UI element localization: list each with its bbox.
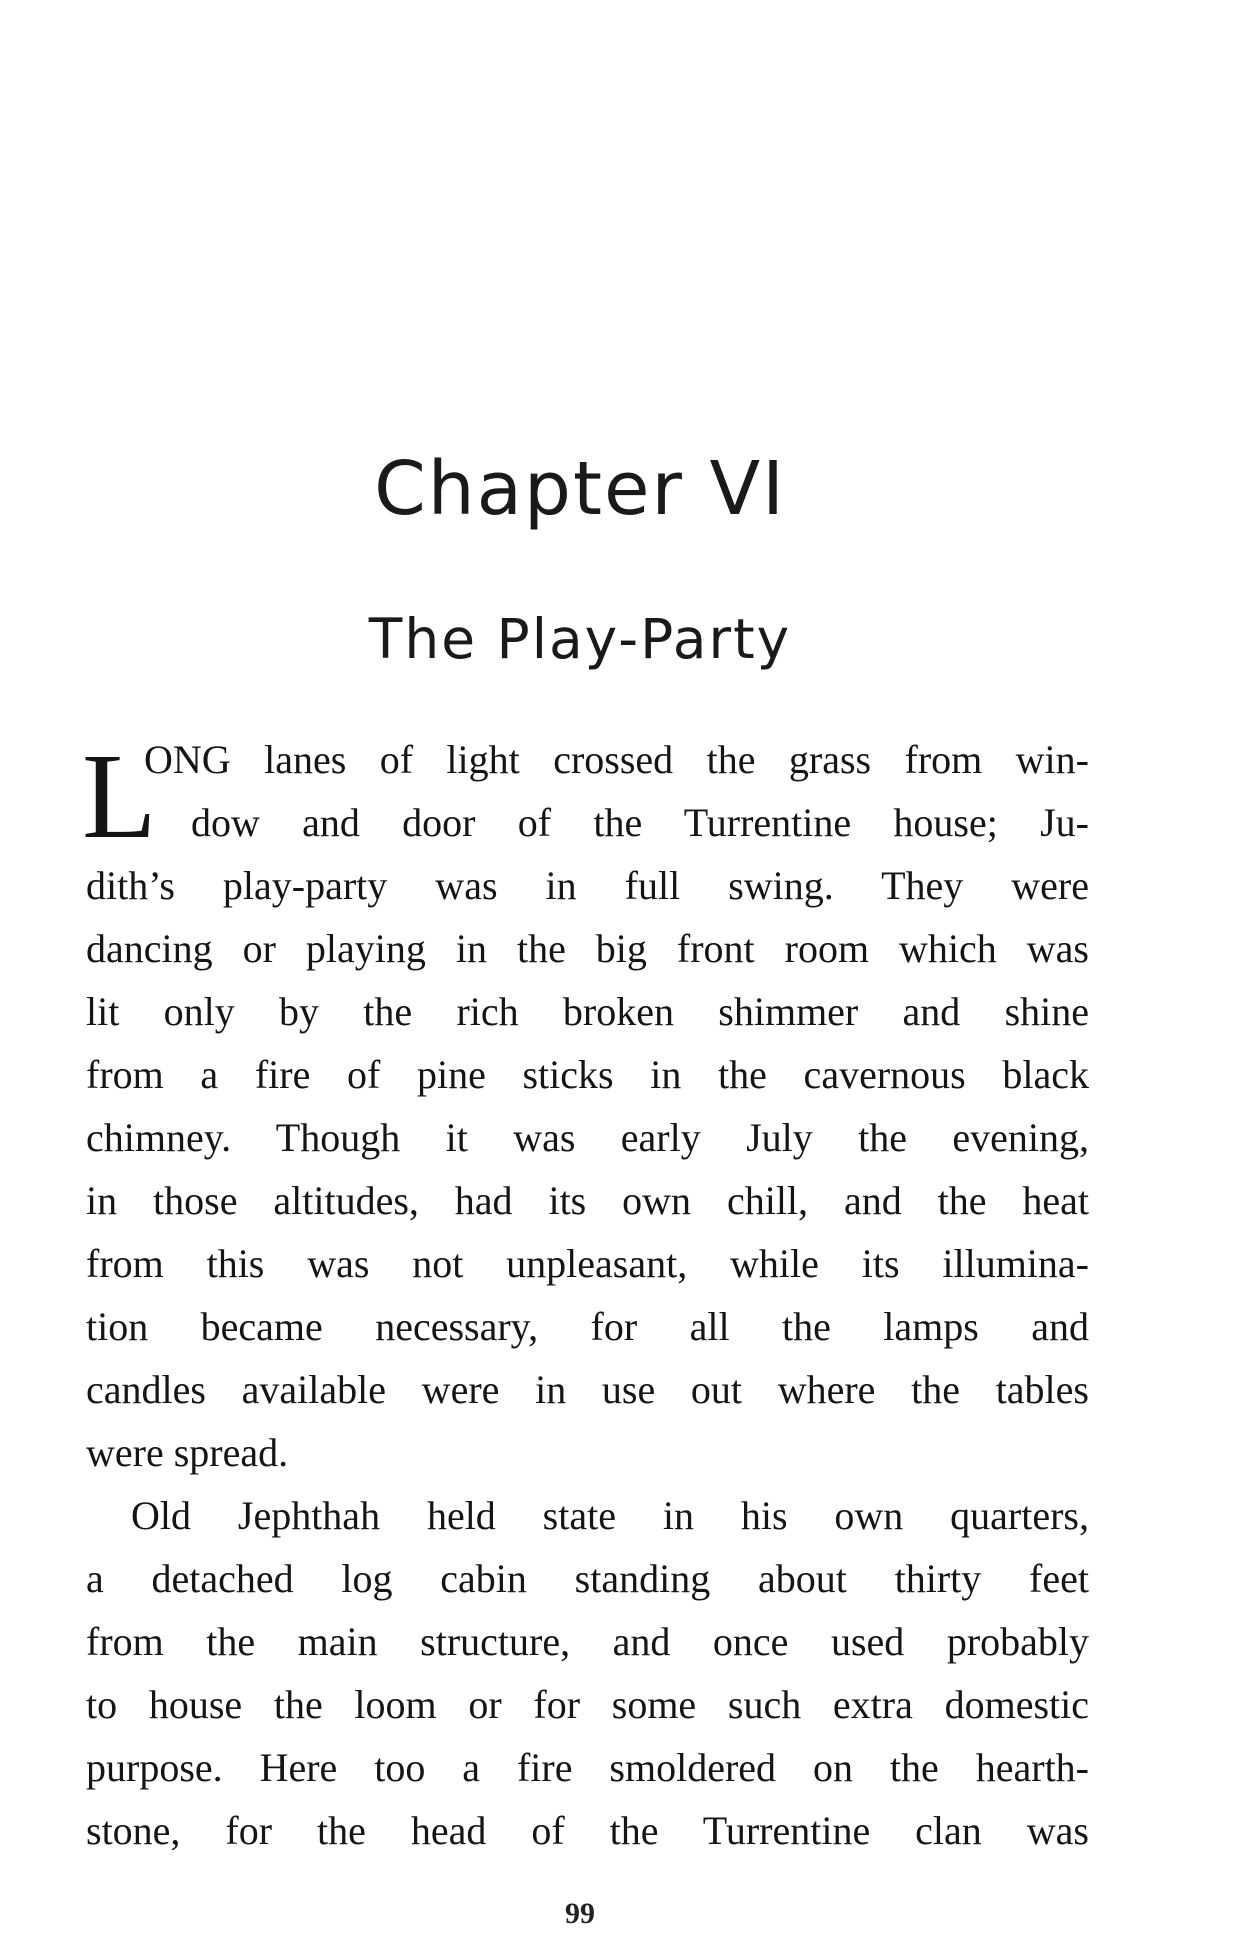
paragraph-1 bbox=[82, 728, 1089, 1484]
text-line: from a fire of pine sticks in the cavernous black bbox=[86, 1052, 1089, 1097]
text-line: were spread. bbox=[86, 1430, 289, 1475]
text-line: stone, for the head of the Turrentine clan was bbox=[86, 1808, 1089, 1853]
text-line: in those altitudes, had its own chill, and the heat bbox=[86, 1178, 1089, 1223]
text-line: dancing or playing in the big front room which was bbox=[86, 926, 1089, 971]
drop-cap: L bbox=[82, 729, 157, 864]
text-line: to house the loom or for some such extra domestic bbox=[86, 1682, 1089, 1727]
text-line: Old Jephthah held state in his own quarters, bbox=[131, 1493, 1089, 1538]
chapter-title: Chapter VI bbox=[374, 446, 786, 532]
paragraph-2 bbox=[86, 1484, 1089, 1862]
text-line: a detached log cabin standing about thirty feet bbox=[86, 1556, 1089, 1601]
text-line: dow and door of the Turrentine house; Ju- bbox=[191, 800, 1089, 845]
text-line: purpose. Here too a fire smoldered on the hearth- bbox=[86, 1745, 1089, 1790]
body-text bbox=[82, 728, 1089, 1862]
text-line: dith’s play-party was in full swing. They were bbox=[86, 863, 1089, 908]
text-line: candles available were in use out where the tables bbox=[86, 1367, 1089, 1412]
page-number: 99 bbox=[565, 1897, 595, 1930]
text-line: lit only by the rich broken shimmer and shine bbox=[86, 989, 1089, 1034]
text-line: from the main structure, and once used probably bbox=[86, 1619, 1089, 1664]
text-line: tion became necessary, for all the lamps and bbox=[86, 1304, 1089, 1349]
chapter-subtitle: The Play-Party bbox=[368, 607, 792, 671]
text-line: from this was not unpleasant, while its illumina- bbox=[86, 1241, 1089, 1286]
text-line: ONG lanes of light crossed the grass from win- bbox=[144, 737, 1089, 782]
text-line: chimney. Though it was early July the evening, bbox=[86, 1115, 1089, 1160]
